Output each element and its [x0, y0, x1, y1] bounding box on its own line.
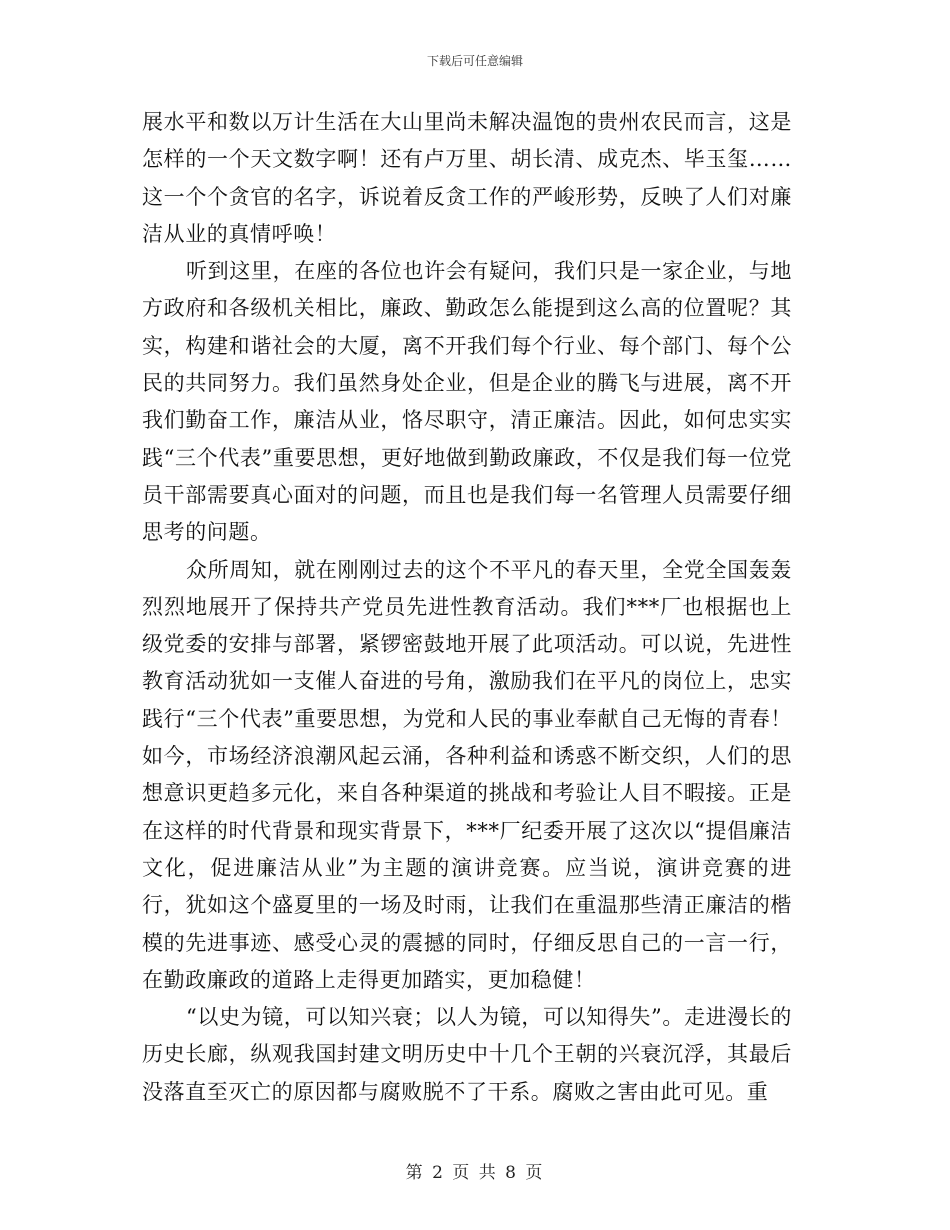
document-body	[142, 104, 792, 1111]
paragraph-2: 听到这里，在座的各位也许会有疑问，我们只是一家企业，与地方政府和各级机关相比，廉政、勤政怎么能提到这么高的位置呢？其实，构建和谐社会的大厦，离不开我们每个行业、每个部门、每个公民的共同努力。我们虽然身处企业，但是企业的腾飞与进展，离不开我们勤奋工作，廉洁从业，恪尽职守，清正廉洁。因此，如何忠实实践“三个代表”重要思想，更好地做到勤政廉政，不仅是我们每一位党员干部需要真心面对的问题，而且也是我们每一名管理人员需要仔细思考的问题。	[142, 259, 792, 545]
paragraph-4: “以史为镜，可以知兴衰；以人为镜，可以知得失”。走进漫长的历史长廊，纵观我国封建文明历史中十几个王朝的兴衰沉浮，其最后没落直至灭亡的原因都与腐败脱不了干系。腐败之害由此可见。重	[142, 1005, 792, 1104]
paragraph-3: 众所周知，就在刚刚过去的这个不平凡的春天里，全党全国轰轰烈烈地展开了保持共产党员先进性教育活动。我们***厂也根据也上级党委的安排与部署，紧锣密鼓地开展了此项活动。可以说，先进性教育活动犹如一支催人奋进的号角，激励我们在平凡的岗位上，忠实践行“三个代表”重要思想，为党和人民的事业奉献自己无悔的青春！如今，市场经济浪潮风起云涌，各种利益和诱惑不断交织，人们的思想意识更趋多元化，来自各种渠道的挑战和考验让人目不暇接。正是在这样的时代背景和现实背景下，***厂纪委开展了这次以“提倡廉洁文化，促进廉洁从业”为主题的演讲竞赛。应当说，演讲竞赛的进行，犹如这个盛夏里的一场及时雨，让我们在重温那些清正廉洁的楷模的先进事迹、感受心灵的震撼的同时，仔细反思自己的一言一行，在勤政廉政的道路上走得更加踏实，更加稳健！	[142, 557, 792, 992]
paragraph-1: 展水平和数以万计生活在大山里尚未解决温饱的贵州农民而言，这是怎样的一个天文数字啊！还有卢万里、胡长清、成克杰、毕玉玺……这一个个贪官的名字，诉说着反贪工作的严峻形势，反映了人们对廉洁从业的真情呼唤！	[142, 110, 792, 246]
page-header: 下载后可任意编辑	[426, 54, 523, 68]
page-footer: 第 2 页 共 8 页	[405, 1163, 545, 1183]
